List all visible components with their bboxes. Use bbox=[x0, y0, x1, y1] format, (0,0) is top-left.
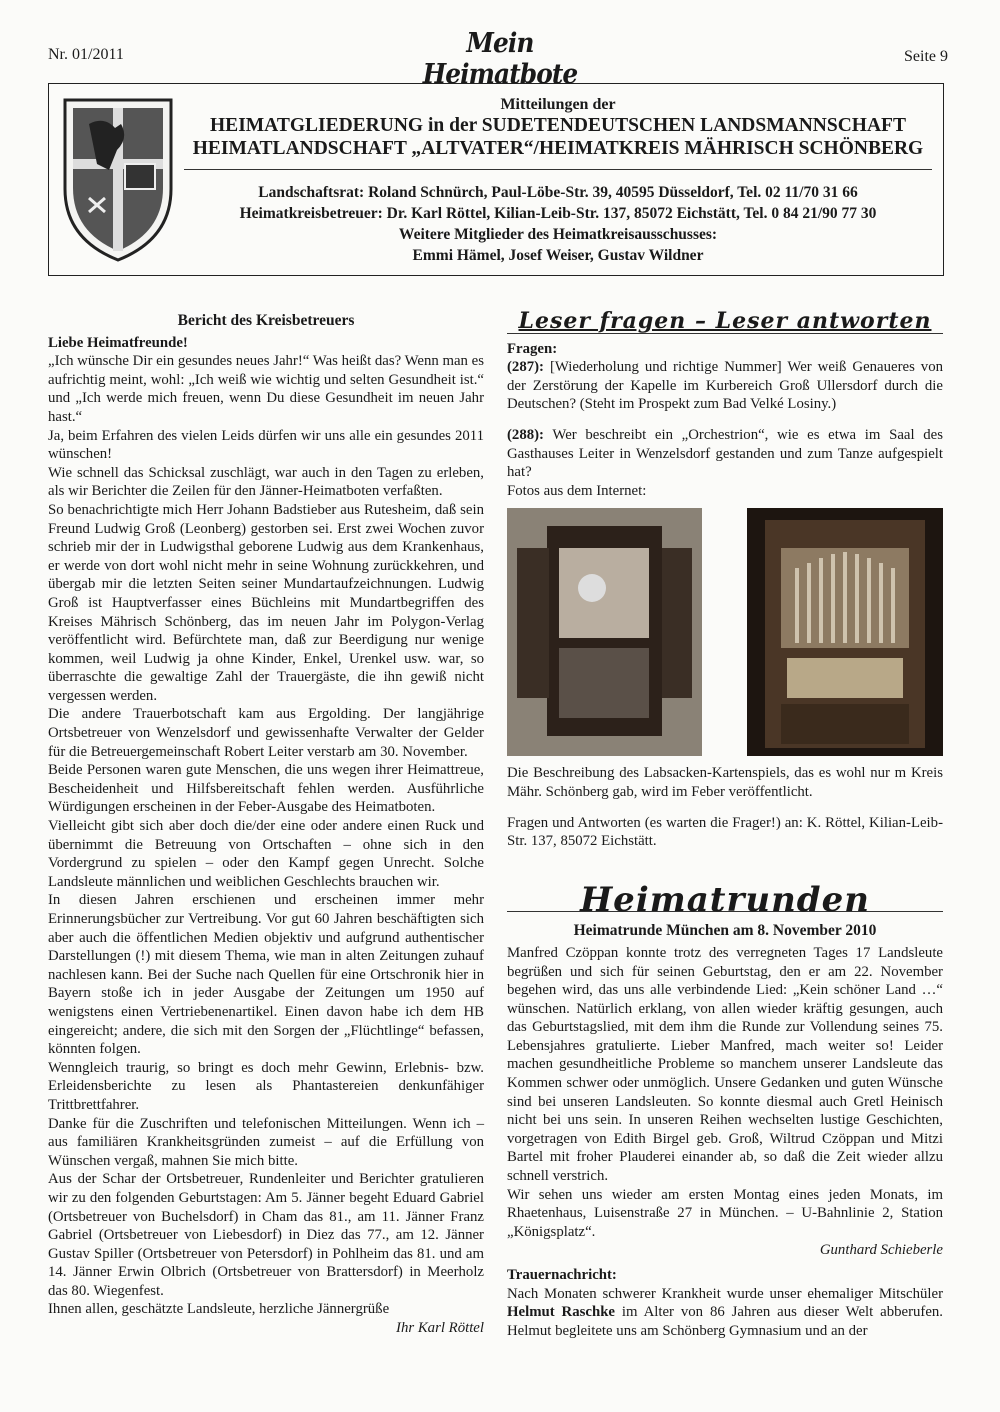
paragraph: Wie schnell das Schicksal zuschlägt, war auch in den Tagen zu erleben, als wir Berichter die Zeilen für den Jänner-Heimatboten verfaßten. bbox=[48, 464, 484, 500]
box-intro: Mitteilungen der bbox=[500, 96, 616, 113]
left-column bbox=[48, 312, 484, 1338]
paragraph: Wenngleich traurig, so bringt es doch mehr Gewinn, Erlebnis- bzw. Erleidensberichte zu lesen als Phantastereien denkunfähiger Trittbrettfahrer. bbox=[48, 1059, 484, 1113]
orchestrion-photo-2 bbox=[747, 508, 943, 756]
paragraph: In diesen Jahren erschienen und erscheinen immer mehr Erinnerungsbücher zur Vertreibung. Vor gut 60 Jahren beschäftigten sich aber auch die öffentlichen Medien objektiv und aufgrund authentischer Darstellungen (!) mit diesem Thema, wie man in alten Zeitungen zuhauf nachlesen kann. Bei der Suche nach Quellen für eine Ortschronik hier in Bayern stoße ich in jeder Ausgabe der Zeitungen um 1950 auf wenigstens einen Vertriebenenartikel. Einen davon habe ich dem HB eingereicht; andere, die sich mit den Sorgen der „Flüchtlinge“ befassen, könnten folgen. bbox=[48, 892, 484, 1058]
paragraph: Beide Personen waren gute Menschen, die uns wegen ihrer Heimattreue, Bescheidenheit und Hilfsbereitschaft fehlen werden. Ausführliche Würdigungen erscheinen in der Feber-Ausgabe des Heimatboten. bbox=[48, 762, 484, 816]
paragraph: Ihnen allen, geschätzte Landsleute, herzliche Jännergrüße bbox=[48, 1301, 390, 1318]
issue-number: Nr. 01/2011 bbox=[48, 46, 124, 63]
right-column bbox=[507, 308, 943, 1340]
paragraph: „Ich wünsche Dir ein gesundes neues Jahr!“ Was heißt das? Wenn man es aufrichtig meint, wohl: „Ich weiß wie wichtig und selten Gesundheit ist.“ und „Ich werde mich freuen, wenn Du diese Gesundheit im neuen Jahr hast.“ bbox=[48, 353, 484, 425]
paragraph: So benachrichtigte mich Herr Johann Badstieber aus Rutesheim, daß sein Freund Ludwig Groß (Leonberg) gestorben sei. Erst zwei Wochen zuvor schrieb mir der in Ludwigsthal geborene Ludwig aus dem Krankenhaus, er werde von dort wohl nicht mehr in seine Wohnung zurückkehren, und übergab mir die letzten Seiten seiner Mundartaufzeichnungen. Ludwig Groß ist Hauptverfasser eines Büchleins mit Mundartbegriffen des Kreises Mährisch Schönberg, das im neuen Jahr im Polygon-Verlag veröffentlicht wird. Befürchtete man, daß zur Beerdigung nur wenige kommen, weil Ludwig ja ohne Kinder, Enkel, Urenkel usw. war, so überraschte die gewaltige Zahl der Trauergäste, die ihn gewiß nicht vergessen werden. bbox=[48, 501, 484, 704]
coat-of-arms-icon bbox=[59, 94, 177, 264]
obituary-label: Trauernachricht: bbox=[507, 1267, 617, 1283]
report-title: Bericht des Kreisbetreuers bbox=[177, 312, 355, 329]
paragraph: Ja, beim Erfahren des vielen Leids dürfen wir uns alle ein gesundes 2011 wünschen! bbox=[48, 427, 484, 463]
heimatrunden-title: Heimatrunden bbox=[580, 879, 870, 920]
question-287 bbox=[507, 358, 943, 414]
round-heading: Heimatrunde München am 8. November 2010 bbox=[573, 922, 877, 940]
questions-label: Fragen: bbox=[507, 340, 558, 357]
round-next-meeting: Wir sehen uns wieder am ersten Montag eines jeden Monats, im Rhaetenhaus, Luisenstraße 27 in München. – U-Bahnlinie 2, Station „Königsplatz“. bbox=[507, 1186, 943, 1240]
contact-heimatkreisbetreuer: Heimatkreisbetreuer: Dr. Karl Röttel, Kilian-Leib-Str. 137, 85072 Eichstätt, Tel. 0 84 21/90 77 30 bbox=[239, 205, 877, 222]
card-game-note: Die Beschreibung des Labsacken-Kartenspiels, das es wohl nur m Kreis Mähr. Schönberg gab, wird im Feber veröffentlicht. bbox=[507, 765, 943, 800]
question-text: Wer beschreibt ein „Orchestrion“, wie es etwa im Saal des Gasthauses Leiter in Wenzelsdorf gestanden und zum Tanze aufgespielt hat? bbox=[507, 426, 943, 481]
question-number: (288): bbox=[507, 426, 544, 443]
signature: Ihr Karl Röttel bbox=[396, 1320, 484, 1337]
question-number: (287): bbox=[507, 359, 544, 376]
greeting: Liebe Heimatfreunde! bbox=[48, 334, 188, 351]
masthead: Mein Heimatbote bbox=[422, 28, 578, 90]
photos-caption: Fotos aus dem Internet: bbox=[507, 482, 647, 499]
box-divider bbox=[184, 169, 932, 170]
reader-questions-title: Leser fragen – Leser antworten bbox=[518, 308, 932, 334]
obituary-text-part: Nach Monaten schwerer Krankheit wurde unser ehemaliger Mitschüler bbox=[507, 1285, 943, 1302]
committee-members: Emmi Hämel, Josef Weiser, Gustav Wildner bbox=[412, 247, 704, 264]
box-title-2: HEIMATLANDSCHAFT „ALTVATER“/HEIMATKREIS MÄHRISCH SCHÖNBERG bbox=[192, 138, 924, 159]
contact-landschaftsrat: Landschaftsrat: Roland Schnürch, Paul-Löbe-Str. 39, 40595 Düsseldorf, Tel. 02 11/70 31 66 bbox=[258, 184, 858, 201]
obituary-text bbox=[507, 1285, 943, 1341]
paragraph: Die andere Trauerbotschaft kam aus Ergolding. Der langjährige Ortsbetreuer von Wenzelsdorf und gewissenhafte Verwalter der Gelder für die Betreuergemeinschaft Robert Leiter verstarb am 30. November. bbox=[48, 706, 484, 760]
page-number: Seite 9 bbox=[904, 48, 948, 65]
question-text: [Wiederholung und richtige Nummer] Wer weiß Genaueres von der Zerstörung der Kapelle im Kurbereich Groß Ullersdorf durch die Deutschen? (Steht im Prospekt zum Bad Velké Losiny.) bbox=[507, 359, 943, 413]
header-box bbox=[48, 83, 944, 276]
box-title-1: HEIMATGLIEDERUNG in der SUDETENDEUTSCHEN LANDSMANNSCHAFT bbox=[210, 115, 906, 136]
paragraph: Aus der Schar der Ortsbetreuer, Rundenleiter und Berichter gratulieren wir zu den folgenden Geburtstagen: Am 5. Jänner begeht Eduard Gabriel (Ortsbetreuer von Buchelsdorf) in Cham das 81., am 11. Jänner Franz Gabriel (Ortsbetreuer von Liebesdorf) in Diez das 77., am 12. Jänner Gustav Spiller (Ortsbetreuer von Petersdorf) in Pohlheim das 81. und am 14. Jänner Erwin Olbrich (Ortsbetreuer von Brattersdorf) in Meerholz das 80. Wiegenfest. bbox=[48, 1171, 484, 1299]
orchestrion-photo-1 bbox=[507, 508, 702, 756]
committee-label: Weitere Mitglieder des Heimatkreisausschusses: bbox=[398, 226, 718, 243]
paragraph: Vielleicht gibt sich aber doch die/der eine oder andere einen Ruck und übernimmt die Betreuung von Ortschaften – ohne sich in den Vordergrund zu spielen – oder den Kampf gegen Unrecht. Solche Landsleute männlichen und weiblichen Geschlechts brauchen wir. bbox=[48, 818, 484, 890]
round-report: Manfred Czöppan konnte trotz des verregneten Tages 17 Landsleute begrüßen und sich für seinen Geburtstag, den er am 22. November begehen wird, das uns alle verbindende Lied: „Kein schöner Land …“ wünschen. Natürlich erklang, von allen wieder kräftig gesungen, auch das Geburtstagslied, mit dem ihm die Runde zur Vollendung seines 75. Lebensjahres gratulierte. Lieber Manfred, mach weiter so! Leider machen gesundheitliche Probleme so manchem unserer Landsleute das Kommen schwer oder unmöglich. Unsere Gedanken und guten Wünsche sind bei unseren Landsleuten. So konnte diesmal auch Gretl Heinisch nicht bei uns sein. In unseren Reihen wechselten lustige Geschichten, vorgetragen von Edith Birgel geb. Groß, Wiltrud Czöppan und Mitzi Bartel mit froher Plauderei einander ab, so daß die Zeit wieder allzu schnell verstrich. bbox=[507, 944, 943, 1185]
photo-row bbox=[507, 508, 943, 756]
obituary-text-part: im Alter von 86 Jahren aus dieser Welt abberufen. Helmut begleitete uns am Schönberg Gymnasium und an der bbox=[507, 1304, 943, 1339]
contact-note: Fragen und Antworten (es warten die Frager!) an: K. Röttel, Kilian-Leib-Str. 137, 85072 Eichstätt. bbox=[507, 814, 943, 850]
obituary-name: Helmut Raschke bbox=[507, 1304, 615, 1321]
question-288 bbox=[507, 426, 943, 482]
paragraph: Danke für die Zuschriften und telefonischen Mitteilungen. Wenn ich – aus familiären Krankheitsgründen zumeist – auf die Erfüllung von Wünschen vergaß, mahnen Sie mich bitte. bbox=[48, 1115, 484, 1169]
round-author: Gunthard Schieberle bbox=[819, 1242, 943, 1259]
